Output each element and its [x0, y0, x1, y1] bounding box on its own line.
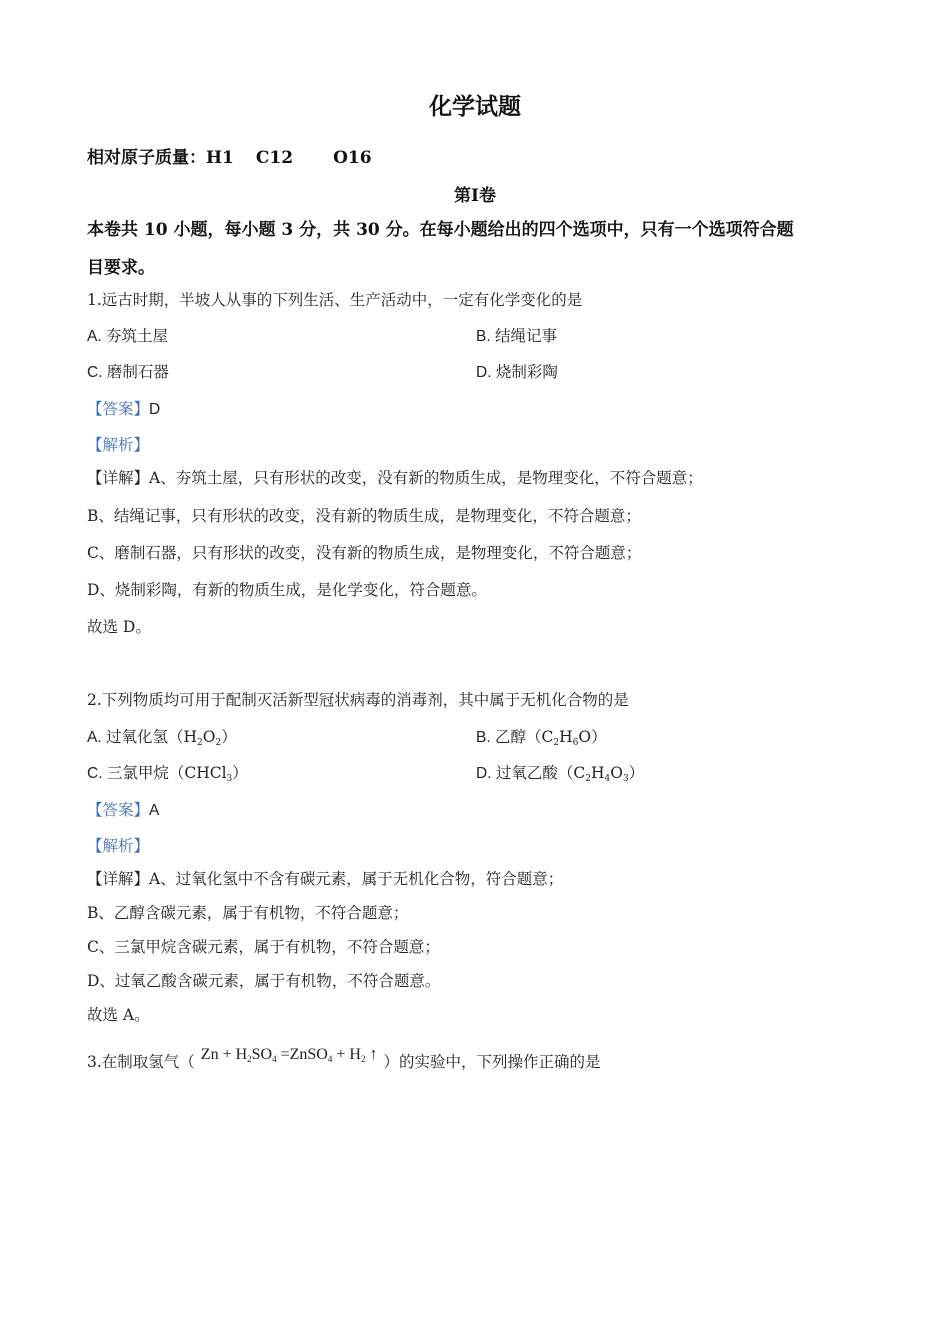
answer-value: D [149, 401, 161, 418]
atomic-mass-label: 相对原子质量： [87, 148, 206, 168]
q1-stem: 1.远古时期，半坡人从事的下列生活、生产活动中，一定有化学变化的是 [87, 291, 583, 309]
option-letter: B. [476, 729, 491, 746]
option-letter: A. [87, 328, 102, 345]
option-name: 三氯甲烷 [106, 764, 169, 782]
option-letter: C. [87, 765, 103, 782]
q2-analysis-label: 【解析】 [87, 837, 150, 855]
option-text: 结绳记事 [494, 327, 557, 345]
q1-option-c [87, 360, 169, 382]
detail-label: 【详解】 [87, 870, 150, 888]
option-letter: A. [87, 729, 102, 746]
q2-detail-2: B、乙醇含碳元素，属于有机物，不符合题意； [87, 904, 409, 922]
q2-stem: 2.下列物质均可用于配制灭活新型冠状病毒的消毒剂，其中属于无机化合物的是 [87, 691, 629, 709]
option-letter: D. [476, 765, 492, 782]
option-text: 烧制彩陶 [495, 363, 558, 381]
formula: $C_2H_6O$ [541, 728, 592, 748]
atomic-mass-o: O16 [333, 148, 372, 168]
answer-label: 【答案】 [87, 801, 150, 819]
detail-text: A、过氧化氢中不含有碳元素，属于无机化合物，符合题意； [149, 870, 564, 888]
q3-stem-end: ）的实验中，下列操作正确的是 [383, 1053, 601, 1071]
q3-stem [87, 1046, 601, 1072]
q1-detail-3: C、磨制石器，只有形状的改变，没有新的物质生成，是物理变化，不符合题意； [87, 544, 642, 562]
q2-detail-3: C、三氯甲烷含碳元素，属于有机物，不符合题意； [87, 938, 440, 956]
atomic-mass-line [87, 143, 372, 168]
option-name: 过氧乙酸 [495, 764, 558, 782]
q2-answer [87, 798, 159, 820]
q1-option-b [476, 324, 557, 346]
q1-detail-1 [87, 466, 703, 488]
q1-detail-4: D、烧制彩陶，有新的物质生成，是化学变化，符合题意。 [87, 581, 487, 599]
q2-option-b: B. 乙醇$(C_2H_6O)$ [476, 728, 607, 748]
option-letter: C. [87, 364, 103, 381]
formula: $C_2H_4O_3$ [573, 764, 629, 784]
instructions-line-1: 本卷共 10 小题，每小题 3 分，共 30 分。在每小题给出的四个选项中，只有一个选项符合题 [87, 220, 794, 240]
chemical-equation: $Zn + H_2SO_4$ =ZnSO$_4$ + $H_2$ ↑ [200, 1046, 378, 1064]
formula: CHCl$_3$ [184, 764, 233, 784]
formula: $H_2O_2$ [183, 728, 222, 748]
detail-text: A、夯筑土屋，只有形状的改变，没有新的物质生成，是物理变化，不符合题意； [149, 469, 703, 487]
answer-value: A [149, 802, 160, 819]
option-text: 夯筑土屋 [105, 327, 168, 345]
option-name: 过氧化氢 [105, 728, 168, 746]
q2-option-a: A. 过氧化氢$(H_2O_2)$ [87, 728, 237, 748]
option-name: 乙醇 [494, 728, 526, 746]
detail-label: 【详解】 [87, 469, 150, 487]
q1-option-a [87, 324, 168, 346]
q1-conclusion: 故选 D。 [87, 618, 151, 636]
q2-option-c: C. 三氯甲烷（CHCl$_3$） [87, 764, 248, 784]
option-letter: B. [476, 328, 491, 345]
answer-label: 【答案】 [87, 400, 150, 418]
atomic-mass-h: H1 [206, 148, 234, 168]
q2-option-d: D. 过氧乙酸$(C_2H_4O_3)$ [476, 764, 645, 784]
page-title: 化学试题 [429, 93, 521, 120]
section-title: 第Ⅰ卷 [454, 186, 496, 206]
q1-analysis-label: 【解析】 [87, 436, 150, 454]
q2-detail-1 [87, 867, 563, 889]
q2-conclusion: 故选 A。 [87, 1006, 150, 1024]
option-text: 磨制石器 [106, 363, 169, 381]
q1-answer [87, 397, 160, 419]
instructions-line-2: 目要求。 [87, 258, 155, 278]
atomic-mass-c: C12 [255, 148, 294, 168]
q2-detail-4: D、过氧乙酸含碳元素，属于有机物，不符合题意。 [87, 972, 441, 990]
option-letter: D. [476, 364, 492, 381]
q1-detail-2: B、结绳记事，只有形状的改变，没有新的物质生成，是物理变化，不符合题意； [87, 507, 641, 525]
q1-option-d [476, 360, 558, 382]
q3-stem-start: 3.在制取氢气（ [87, 1053, 195, 1071]
